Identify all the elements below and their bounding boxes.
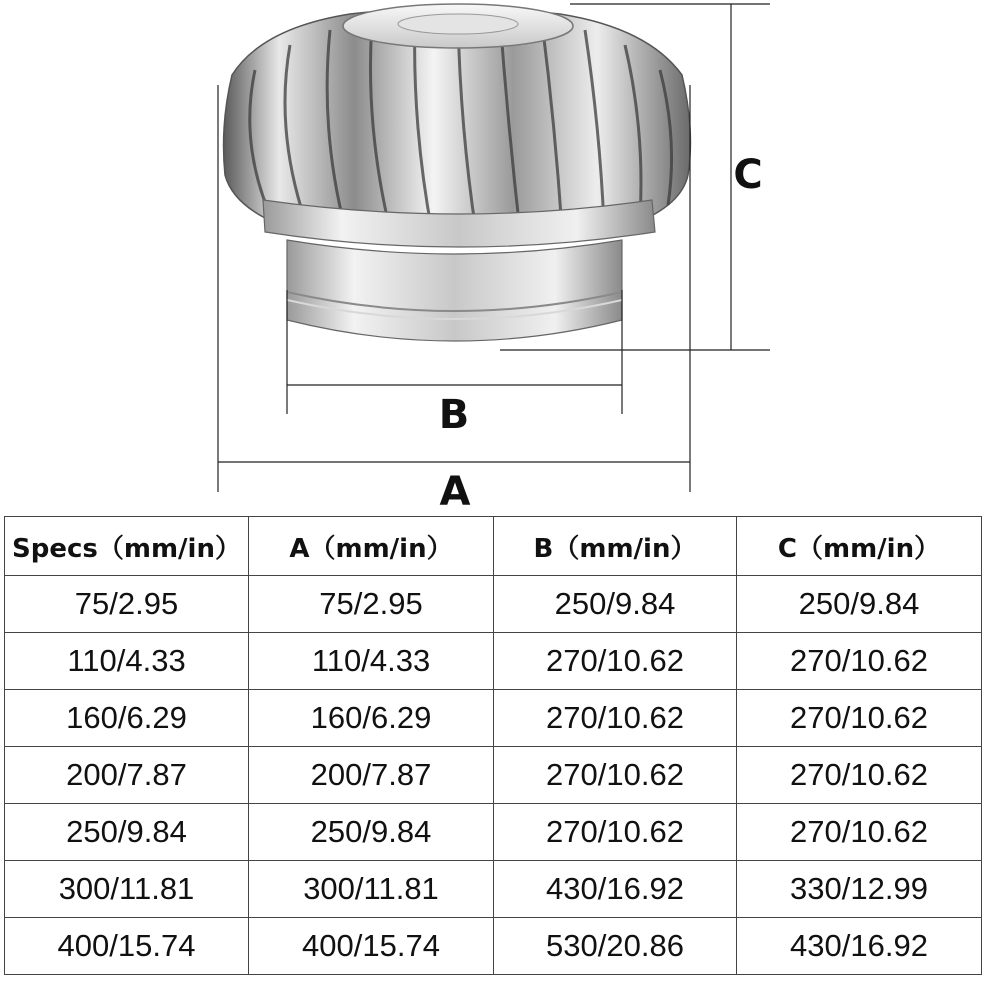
table-row xyxy=(5,918,982,975)
turbine-vent-image xyxy=(224,4,691,341)
header-specs: Specs（mm/in） xyxy=(5,517,249,576)
table-cell: 200/7.87 xyxy=(249,747,494,804)
spec-table xyxy=(4,516,982,975)
header-a: A（mm/in） xyxy=(249,517,494,576)
table-row xyxy=(5,747,982,804)
table-header-row xyxy=(5,517,982,576)
dimension-label-c: C xyxy=(733,152,763,198)
table-row xyxy=(5,861,982,918)
table-cell: 110/4.33 xyxy=(5,633,249,690)
table-cell: 160/6.29 xyxy=(5,690,249,747)
table-cell: 430/16.92 xyxy=(737,918,982,975)
dimension-label-a: A xyxy=(439,469,471,515)
table-cell: 270/10.62 xyxy=(737,690,982,747)
table-row xyxy=(5,690,982,747)
table-cell: 75/2.95 xyxy=(5,576,249,633)
table-cell: 250/9.84 xyxy=(494,576,737,633)
table-row xyxy=(5,804,982,861)
table-cell: 300/11.81 xyxy=(5,861,249,918)
table-cell: 270/10.62 xyxy=(494,690,737,747)
table-cell: 270/10.62 xyxy=(494,633,737,690)
table-cell: 270/10.62 xyxy=(737,633,982,690)
table-cell: 110/4.33 xyxy=(249,633,494,690)
table-cell: 250/9.84 xyxy=(249,804,494,861)
table-cell: 250/9.84 xyxy=(737,576,982,633)
table-cell: 250/9.84 xyxy=(5,804,249,861)
table-cell: 270/10.62 xyxy=(494,747,737,804)
table-cell: 270/10.62 xyxy=(737,747,982,804)
table-row xyxy=(5,576,982,633)
table-cell: 270/10.62 xyxy=(494,804,737,861)
table-cell: 330/12.99 xyxy=(737,861,982,918)
table-cell: 160/6.29 xyxy=(249,690,494,747)
table-cell: 200/7.87 xyxy=(5,747,249,804)
table-cell: 400/15.74 xyxy=(249,918,494,975)
header-b: B（mm/in） xyxy=(494,517,737,576)
table-cell: 270/10.62 xyxy=(737,804,982,861)
header-c: C（mm/in） xyxy=(737,517,982,576)
table-cell: 75/2.95 xyxy=(249,576,494,633)
table-cell: 300/11.81 xyxy=(249,861,494,918)
table-cell: 400/15.74 xyxy=(5,918,249,975)
table-cell: 430/16.92 xyxy=(494,861,737,918)
table-row xyxy=(5,633,982,690)
dimension-label-b: B xyxy=(438,392,470,438)
table-cell: 530/20.86 xyxy=(494,918,737,975)
